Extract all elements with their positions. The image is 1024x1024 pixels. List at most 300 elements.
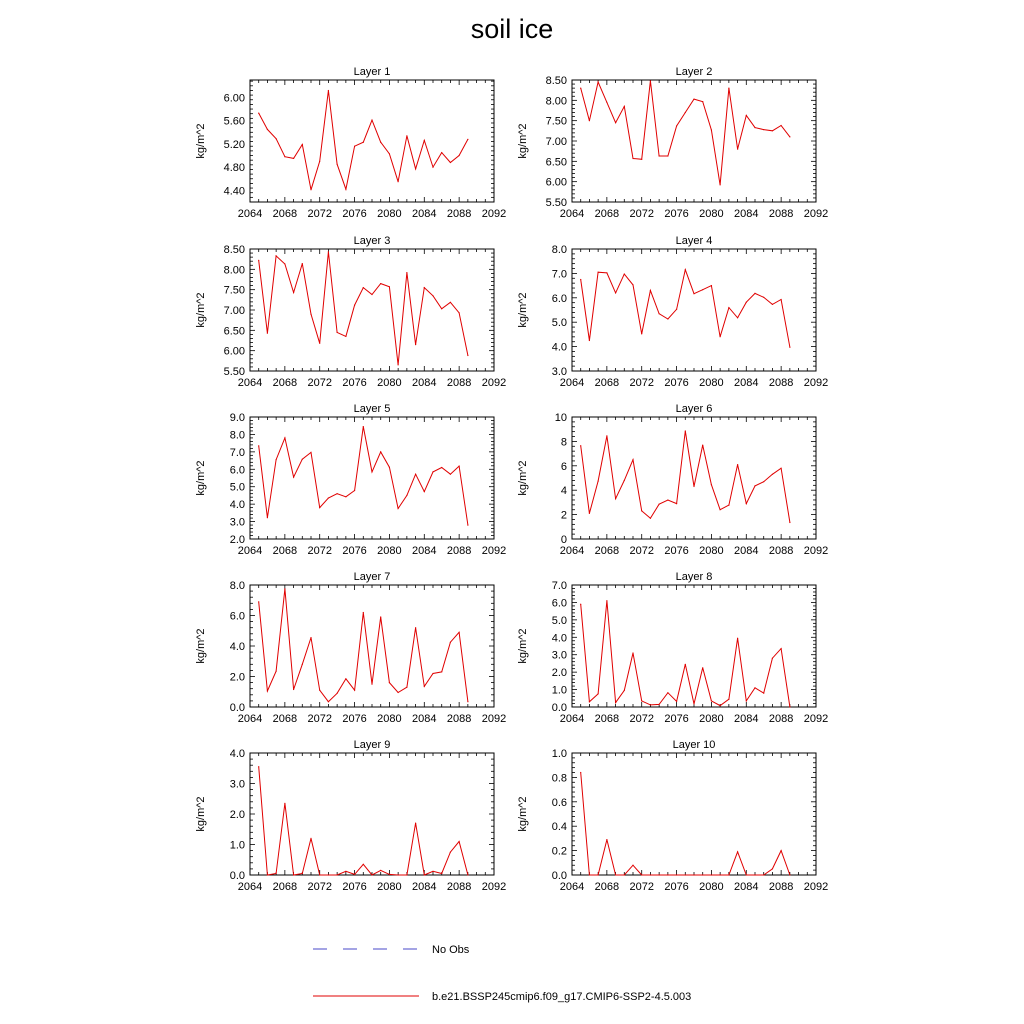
data-point <box>676 701 677 702</box>
y-axis-label: kg/m^2 <box>195 460 207 496</box>
y-tick-label: 1.0 <box>551 684 567 697</box>
x-tick-label: 2068 <box>272 545 298 557</box>
x-tick-label: 2080 <box>699 208 724 220</box>
series-line <box>581 601 790 707</box>
x-tick-label: 2088 <box>446 377 472 389</box>
data-point <box>606 102 607 103</box>
data-point <box>371 294 372 295</box>
x-tick-label: 2068 <box>594 713 620 725</box>
x-tick-label: 2084 <box>412 545 437 557</box>
x-tick-label: 2092 <box>803 377 829 389</box>
y-axis-label: kg/m^2 <box>195 628 207 664</box>
data-point <box>389 153 390 154</box>
data-point <box>789 706 790 707</box>
data-point <box>267 690 268 691</box>
data-point <box>685 874 686 875</box>
data-point <box>389 286 390 287</box>
panel-layer-6 <box>517 403 828 557</box>
data-point <box>354 490 355 491</box>
data-point <box>650 704 651 705</box>
data-point <box>293 477 294 478</box>
data-point <box>267 874 268 875</box>
data-point <box>624 274 625 275</box>
data-point <box>606 272 607 273</box>
data-point <box>415 474 416 475</box>
data-point <box>676 125 677 126</box>
data-point <box>641 510 642 511</box>
x-tick-label: 2084 <box>734 377 759 389</box>
y-tick-label: 5.60 <box>223 115 245 128</box>
data-point <box>450 474 451 475</box>
panel-title: Layer 9 <box>353 739 391 751</box>
x-tick-label: 2080 <box>699 545 724 557</box>
data-point <box>450 642 451 643</box>
data-point <box>624 874 625 875</box>
data-point <box>746 700 747 701</box>
data-point <box>772 658 773 659</box>
data-point <box>284 263 285 264</box>
y-tick-label: 5.0 <box>229 481 245 494</box>
data-point <box>398 364 399 365</box>
series-line <box>581 431 790 523</box>
data-point <box>632 865 633 866</box>
y-tick-label: 0.0 <box>551 870 567 882</box>
data-point <box>711 129 712 130</box>
x-tick-label: 2064 <box>559 377 585 389</box>
x-tick-label: 2068 <box>594 377 620 389</box>
data-point <box>450 162 451 163</box>
x-tick-label: 2076 <box>664 545 689 557</box>
x-tick-label: 2088 <box>446 545 472 557</box>
data-point <box>728 505 729 506</box>
data-point <box>424 686 425 687</box>
data-point <box>467 701 468 702</box>
x-tick-label: 2072 <box>629 545 654 557</box>
data-point <box>667 874 668 875</box>
legend-label: No Obs <box>432 944 470 956</box>
x-tick-label: 2076 <box>664 208 689 220</box>
data-point <box>337 332 338 333</box>
data-point <box>319 343 320 344</box>
plot-frame <box>250 80 494 202</box>
y-tick-label: 4.0 <box>229 499 245 512</box>
x-tick-label: 2092 <box>481 545 507 557</box>
data-point <box>720 509 721 510</box>
x-tick-label: 2084 <box>412 208 437 220</box>
data-point <box>337 693 338 694</box>
figure-title: soil ice <box>470 14 554 44</box>
series-line <box>581 81 790 185</box>
y-tick-label: 7.00 <box>223 305 245 317</box>
data-point <box>302 664 303 665</box>
legend-entry-model-run <box>313 991 691 1003</box>
data-point <box>302 263 303 264</box>
y-tick-label: 8.00 <box>223 264 245 277</box>
x-tick-label: 2080 <box>699 377 724 389</box>
x-tick-label: 2080 <box>377 545 402 557</box>
y-tick-label: 7.0 <box>551 268 567 281</box>
y-tick-label: 0.2 <box>551 845 567 858</box>
data-point <box>772 868 773 869</box>
data-point <box>415 823 416 824</box>
data-point <box>258 445 259 446</box>
x-tick-label: 2076 <box>342 545 367 557</box>
data-point <box>432 673 433 674</box>
y-axis-label: kg/m^2 <box>517 123 529 159</box>
data-point <box>371 874 372 875</box>
y-tick-label: 3.0 <box>229 778 245 791</box>
data-point <box>781 648 782 649</box>
y-tick-label: 6.50 <box>223 325 245 338</box>
x-tick-label: 2072 <box>307 545 332 557</box>
data-point <box>380 283 381 284</box>
x-tick-label: 2084 <box>734 881 759 893</box>
data-point <box>772 304 773 305</box>
x-tick-label: 2084 <box>412 713 437 725</box>
data-point <box>389 682 390 683</box>
data-point <box>789 874 790 875</box>
data-point <box>337 874 338 875</box>
data-point <box>693 99 694 100</box>
data-point <box>380 142 381 143</box>
data-point <box>398 508 399 509</box>
data-point <box>615 292 616 293</box>
data-point <box>754 485 755 486</box>
x-tick-label: 2064 <box>559 713 585 725</box>
data-point <box>754 293 755 294</box>
data-point <box>667 499 668 500</box>
data-point <box>310 637 311 638</box>
data-point <box>746 302 747 303</box>
x-tick-label: 2088 <box>768 208 794 220</box>
plot-frame <box>572 417 816 539</box>
x-tick-label: 2092 <box>481 881 507 893</box>
data-point <box>606 839 607 840</box>
data-point <box>459 155 460 156</box>
x-tick-label: 2080 <box>377 713 402 725</box>
data-point <box>763 481 764 482</box>
data-point <box>589 120 590 121</box>
x-tick-label: 2076 <box>342 377 367 389</box>
y-tick-label: 6.0 <box>551 292 567 305</box>
data-point <box>737 638 738 639</box>
data-point <box>284 156 285 157</box>
data-point <box>284 803 285 804</box>
data-point <box>746 115 747 116</box>
data-point <box>693 293 694 294</box>
data-point <box>441 873 442 874</box>
data-point <box>754 687 755 688</box>
data-point <box>720 184 721 185</box>
data-point <box>615 122 616 123</box>
data-point <box>467 355 468 356</box>
data-point <box>632 158 633 159</box>
data-point <box>789 522 790 523</box>
data-point <box>632 284 633 285</box>
data-point <box>763 693 764 694</box>
data-point <box>363 426 364 427</box>
data-point <box>432 471 433 472</box>
data-point <box>632 459 633 460</box>
series-line <box>259 252 468 365</box>
y-tick-label: 3.0 <box>551 649 567 662</box>
data-point <box>319 161 320 162</box>
data-point <box>424 140 425 141</box>
x-tick-label: 2076 <box>342 208 367 220</box>
data-point <box>754 874 755 875</box>
data-point <box>328 701 329 702</box>
panel-layer-7 <box>195 571 506 725</box>
data-point <box>763 297 764 298</box>
data-point <box>685 430 686 431</box>
x-tick-label: 2064 <box>237 713 263 725</box>
y-tick-label: 0 <box>560 534 567 546</box>
data-point <box>267 333 268 334</box>
data-point <box>580 772 581 773</box>
data-point <box>702 101 703 102</box>
data-point <box>467 874 468 875</box>
data-point <box>641 159 642 160</box>
data-point <box>354 305 355 306</box>
x-tick-label: 2072 <box>307 713 332 725</box>
panel-layer-10 <box>517 739 828 893</box>
data-point <box>328 497 329 498</box>
panel-layer-2 <box>517 66 828 220</box>
y-tick-label: 6.00 <box>223 345 245 358</box>
data-point <box>345 496 346 497</box>
data-point <box>398 874 399 875</box>
data-point <box>615 498 616 499</box>
data-point <box>650 80 651 81</box>
y-tick-label: 6.00 <box>545 176 567 189</box>
legend-label: b.e21.BSSP245cmip6.f09_g17.CMIP6-SSP2-4.5.003 <box>432 991 692 1003</box>
y-tick-label: 8.0 <box>229 429 245 442</box>
data-point <box>781 299 782 300</box>
data-point <box>371 120 372 121</box>
y-tick-label: 0.4 <box>551 821 567 834</box>
data-point <box>641 333 642 334</box>
data-point <box>772 130 773 131</box>
x-tick-label: 2092 <box>481 713 507 725</box>
data-point <box>389 874 390 875</box>
y-tick-label: 0.8 <box>551 772 567 785</box>
data-point <box>598 693 599 694</box>
y-tick-label: 6.00 <box>223 92 245 105</box>
panel-title: Layer 8 <box>675 571 713 583</box>
plot-frame <box>572 585 816 707</box>
data-point <box>772 474 773 475</box>
y-tick-label: 6.50 <box>545 156 567 169</box>
x-tick-label: 2092 <box>803 545 829 557</box>
data-point <box>328 90 329 91</box>
y-tick-label: 7.0 <box>551 580 567 592</box>
data-point <box>667 318 668 319</box>
y-tick-label: 8.0 <box>229 580 245 592</box>
data-point <box>310 838 311 839</box>
panel-title: Layer 10 <box>672 739 716 751</box>
y-axis-label: kg/m^2 <box>517 628 529 664</box>
x-tick-label: 2076 <box>664 881 689 893</box>
data-point <box>293 292 294 293</box>
data-point <box>337 164 338 165</box>
data-point <box>580 279 581 280</box>
data-point <box>415 344 416 345</box>
data-point <box>284 437 285 438</box>
data-point <box>720 874 721 875</box>
y-tick-label: 6.0 <box>229 464 245 477</box>
x-tick-label: 2064 <box>237 545 263 557</box>
data-point <box>720 336 721 337</box>
x-tick-label: 2064 <box>559 881 585 893</box>
plot-frame <box>572 249 816 371</box>
plot-frame <box>572 753 816 875</box>
data-point <box>258 113 259 114</box>
data-point <box>406 135 407 136</box>
data-point <box>580 604 581 605</box>
data-point <box>728 88 729 89</box>
data-point <box>354 874 355 875</box>
data-point <box>319 507 320 508</box>
y-axis-label: kg/m^2 <box>517 796 529 832</box>
data-point <box>328 251 329 252</box>
data-point <box>720 705 721 706</box>
panel-layer-3 <box>195 235 506 389</box>
x-tick-label: 2088 <box>446 713 472 725</box>
data-point <box>781 125 782 126</box>
x-tick-label: 2088 <box>768 377 794 389</box>
data-point <box>641 700 642 701</box>
data-point <box>371 684 372 685</box>
data-point <box>328 874 329 875</box>
data-point <box>293 689 294 690</box>
y-tick-label: 5.0 <box>551 614 567 627</box>
data-point <box>598 81 599 82</box>
x-tick-label: 2068 <box>272 713 298 725</box>
legend <box>313 944 691 1003</box>
y-tick-label: 2.0 <box>229 809 245 821</box>
data-point <box>598 874 599 875</box>
data-point <box>284 588 285 589</box>
series-line <box>259 767 468 875</box>
data-point <box>258 601 259 602</box>
data-point <box>615 874 616 875</box>
x-tick-label: 2092 <box>481 377 507 389</box>
y-axis-label: kg/m^2 <box>517 292 529 328</box>
y-tick-label: 5.20 <box>223 138 245 151</box>
data-point <box>702 667 703 668</box>
x-tick-label: 2072 <box>629 377 654 389</box>
data-point <box>406 874 407 875</box>
y-tick-label: 8.0 <box>551 244 567 256</box>
y-tick-label: 4.0 <box>229 641 245 653</box>
x-tick-label: 2084 <box>412 377 437 389</box>
data-point <box>746 503 747 504</box>
data-point <box>459 841 460 842</box>
data-point <box>580 88 581 89</box>
data-point <box>606 435 607 436</box>
data-point <box>459 312 460 313</box>
x-tick-label: 2080 <box>377 208 402 220</box>
y-tick-label: 0.0 <box>229 870 245 882</box>
data-point <box>789 136 790 137</box>
data-point <box>432 871 433 872</box>
x-tick-label: 2088 <box>768 545 794 557</box>
y-tick-label: 7.50 <box>545 115 567 128</box>
data-point <box>441 467 442 468</box>
y-tick-label: 4.80 <box>223 162 245 175</box>
y-tick-label: 5.50 <box>545 197 567 209</box>
data-point <box>310 314 311 315</box>
data-point <box>580 445 581 446</box>
data-point <box>276 671 277 672</box>
data-point <box>467 525 468 526</box>
x-tick-label: 2076 <box>342 713 367 725</box>
panel-title: Layer 7 <box>353 571 391 583</box>
data-point <box>363 612 364 613</box>
plot-frame <box>250 417 494 539</box>
data-point <box>667 155 668 156</box>
data-point <box>354 690 355 691</box>
data-point <box>728 307 729 308</box>
data-point <box>345 189 346 190</box>
data-point <box>389 467 390 468</box>
y-tick-label: 4.0 <box>229 748 245 760</box>
x-tick-label: 2072 <box>307 881 332 893</box>
x-tick-label: 2072 <box>629 713 654 725</box>
data-point <box>606 600 607 601</box>
x-tick-label: 2068 <box>594 545 620 557</box>
data-point <box>711 285 712 286</box>
data-point <box>685 269 686 270</box>
data-point <box>424 874 425 875</box>
data-point <box>267 129 268 130</box>
data-point <box>589 874 590 875</box>
data-point <box>711 700 712 701</box>
data-point <box>702 445 703 446</box>
data-point <box>380 870 381 871</box>
data-point <box>258 260 259 261</box>
data-point <box>459 632 460 633</box>
y-tick-label: 2.0 <box>229 671 245 684</box>
data-point <box>641 874 642 875</box>
data-point <box>676 309 677 310</box>
data-point <box>659 504 660 505</box>
data-point <box>276 138 277 139</box>
data-point <box>302 144 303 145</box>
data-point <box>302 459 303 460</box>
data-point <box>659 874 660 875</box>
data-point <box>763 874 764 875</box>
x-tick-label: 2076 <box>664 713 689 725</box>
data-point <box>667 692 668 693</box>
x-tick-label: 2080 <box>377 881 402 893</box>
data-point <box>398 692 399 693</box>
data-point <box>693 874 694 875</box>
data-point <box>659 313 660 314</box>
data-point <box>624 106 625 107</box>
series-line <box>581 773 790 876</box>
x-tick-label: 2068 <box>272 881 298 893</box>
data-point <box>737 464 738 465</box>
data-point <box>659 155 660 156</box>
data-point <box>380 451 381 452</box>
x-tick-label: 2088 <box>446 881 472 893</box>
data-point <box>728 874 729 875</box>
y-tick-label: 6.0 <box>551 597 567 610</box>
y-tick-label: 8.00 <box>545 95 567 108</box>
data-point <box>432 295 433 296</box>
data-point <box>406 687 407 688</box>
